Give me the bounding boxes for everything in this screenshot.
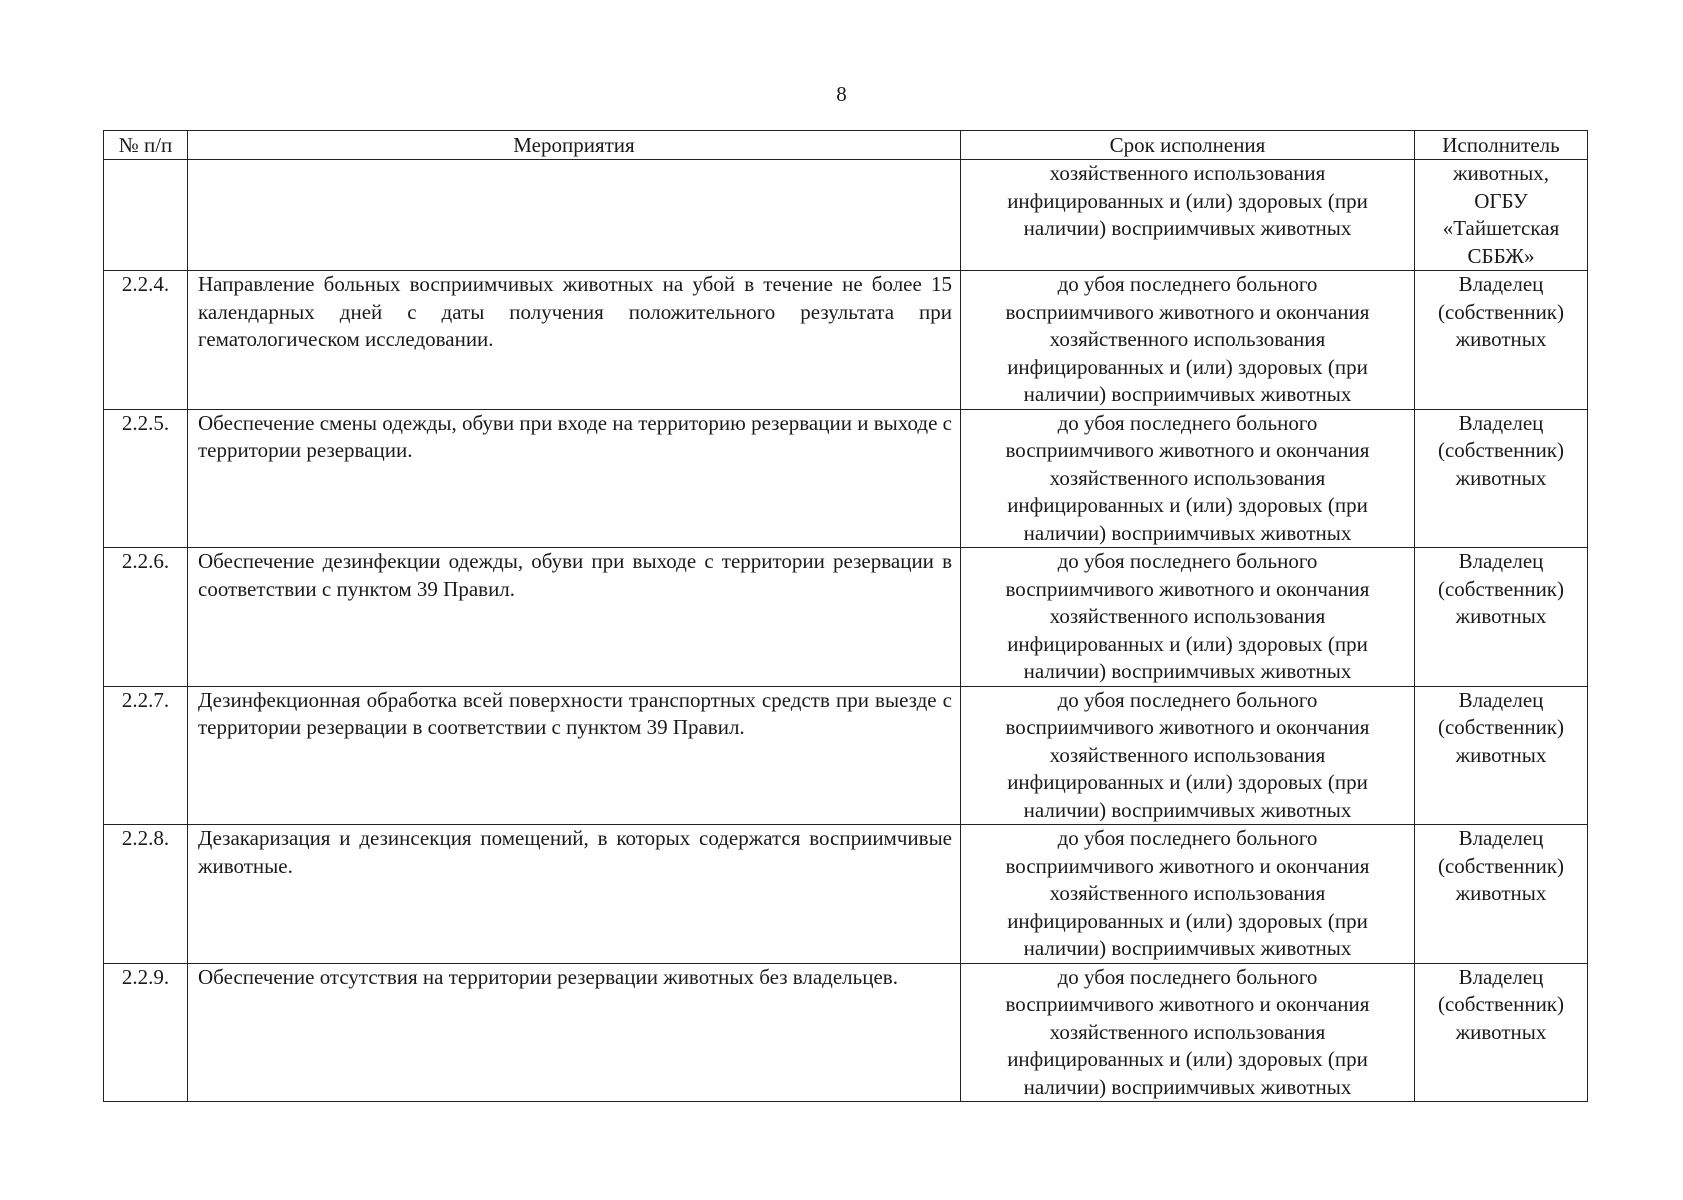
row-executor <box>1415 963 1588 1102</box>
executor-line: (собственник) <box>1437 576 1565 601</box>
table-row <box>104 548 1588 687</box>
term-line: восприимчивого животного и окончания <box>1005 992 1370 1016</box>
executor-line: (собственник) <box>1437 438 1565 462</box>
executor-line: животных, <box>1452 161 1550 185</box>
row-num: 2.2.5. <box>104 409 188 548</box>
row-measure: Обеспечение дезинфекции одежды, обуви при выходе с территории резервации в соответствии с пунктом 39 Правил. <box>188 548 961 687</box>
executor-line: Владелец <box>1458 272 1544 296</box>
executor-line: Владелец <box>1458 826 1544 850</box>
executor-line: Владелец <box>1458 964 1544 989</box>
term-line: хозяйственного использования <box>1049 881 1326 905</box>
executor-line: Владелец <box>1458 687 1544 712</box>
table-row <box>104 686 1588 825</box>
header-term: Срок исполнения <box>961 131 1415 160</box>
term-line: наличии) восприимчивых животных <box>1023 1074 1352 1099</box>
executor-line: Владелец <box>1458 410 1544 435</box>
term-line: инфицированных и (или) здоровых (при <box>1007 354 1368 379</box>
term-line: хозяйственного использования <box>1049 742 1326 767</box>
executor-line: животных <box>1455 881 1547 905</box>
header-executor: Исполнитель <box>1415 131 1588 160</box>
executor-line: животных <box>1455 327 1547 351</box>
row-measure: Дезинфекционная обработка всей поверхности транспортных средств при выезде с территории резервации в соответствии с пунктом 39 Правил. <box>188 686 961 825</box>
page-number: 8 <box>836 82 847 106</box>
row-term <box>961 548 1415 687</box>
executor-line: (собственник) <box>1437 992 1565 1016</box>
term-line: хозяйственного использования <box>1049 161 1326 185</box>
term-line: восприимчивого животного и окончания <box>1005 438 1370 462</box>
term-line: до убоя последнего больного <box>1057 687 1318 712</box>
table-body <box>104 160 1588 1102</box>
term-line: до убоя последнего больного <box>1057 826 1318 850</box>
table-row <box>104 963 1588 1102</box>
term-line: инфицированных и (или) здоровых (при <box>1007 908 1368 933</box>
row-term <box>961 160 1415 271</box>
term-line: до убоя последнего больного <box>1057 410 1318 435</box>
row-executor <box>1415 686 1588 825</box>
term-line: инфицированных и (или) здоровых (при <box>1007 188 1368 213</box>
term-line: хозяйственного использования <box>1049 327 1326 351</box>
term-line: инфицированных и (или) здоровых (при <box>1007 770 1368 794</box>
row-num <box>104 160 188 271</box>
term-line: наличии) восприимчивых животных <box>1023 520 1352 545</box>
row-num: 2.2.9. <box>104 963 188 1102</box>
executor-line: (собственник) <box>1437 853 1565 878</box>
term-line: наличии) восприимчивых животных <box>1023 216 1352 240</box>
row-measure: Направление больных восприимчивых животных на убой в течение не более 15 календарных дней с даты получения положительного результата при гематологическом исследовании. <box>188 271 961 410</box>
row-measure: Обеспечение отсутствия на территории резервации животных без владельцев. <box>188 963 961 1102</box>
row-executor <box>1415 409 1588 548</box>
term-line: восприимчивого животного и окончания <box>1005 299 1370 324</box>
row-num: 2.2.7. <box>104 686 188 825</box>
executor-line: животных <box>1455 604 1547 628</box>
term-line: инфицированных и (или) здоровых (при <box>1007 1047 1368 1071</box>
term-line: до убоя последнего больного <box>1057 272 1318 296</box>
executor-line: животных <box>1455 465 1547 490</box>
executor-line: животных <box>1455 742 1547 767</box>
executor-line: животных <box>1455 1019 1547 1044</box>
executor-line: «Тайшетская <box>1442 216 1560 240</box>
row-num: 2.2.4. <box>104 271 188 410</box>
term-line: хозяйственного использования <box>1049 465 1326 490</box>
term-line: наличии) восприимчивых животных <box>1023 659 1352 683</box>
executor-line: СББЖ» <box>1467 243 1535 268</box>
term-line: наличии) восприимчивых животных <box>1023 797 1352 822</box>
executor-line: (собственник) <box>1437 299 1565 324</box>
row-measure <box>188 160 961 271</box>
term-line: восприимчивого животного и окончания <box>1005 715 1370 739</box>
header-num: № п/п <box>104 131 188 160</box>
table-row <box>104 271 1588 410</box>
table-header-row <box>104 131 1588 160</box>
header-measure: Мероприятия <box>188 131 961 160</box>
row-executor <box>1415 160 1588 271</box>
term-line: наличии) восприимчивых животных <box>1023 936 1352 960</box>
table-row <box>104 409 1588 548</box>
row-term <box>961 825 1415 964</box>
term-line: инфицированных и (или) здоровых (при <box>1007 493 1368 517</box>
executor-line: Владелец <box>1458 549 1544 573</box>
term-line: до убоя последнего больного <box>1057 549 1318 573</box>
term-line: инфицированных и (или) здоровых (при <box>1007 631 1368 656</box>
term-line: восприимчивого животного и окончания <box>1005 576 1370 601</box>
term-line: хозяйственного использования <box>1049 1019 1326 1044</box>
term-line: до убоя последнего больного <box>1057 964 1318 989</box>
table-row-continuation <box>104 160 1588 271</box>
row-term <box>961 409 1415 548</box>
row-num: 2.2.6. <box>104 548 188 687</box>
row-term <box>961 271 1415 410</box>
term-line: наличии) восприимчивых животных <box>1023 382 1352 406</box>
executor-line: (собственник) <box>1437 715 1565 739</box>
row-executor <box>1415 825 1588 964</box>
term-line: хозяйственного использования <box>1049 604 1326 628</box>
row-measure: Обеспечение смены одежды, обуви при входе на территорию резервации и выходе с территории резервации. <box>188 409 961 548</box>
row-term <box>961 686 1415 825</box>
term-line: восприимчивого животного и окончания <box>1005 853 1370 878</box>
row-num: 2.2.8. <box>104 825 188 964</box>
row-executor <box>1415 271 1588 410</box>
measures-table <box>103 130 1588 1102</box>
row-measure: Дезакаризация и дезинсекция помещений, в которых содержатся восприимчивые животные. <box>188 825 961 964</box>
table-row <box>104 825 1588 964</box>
row-executor <box>1415 548 1588 687</box>
executor-line: ОГБУ <box>1474 188 1528 213</box>
row-term <box>961 963 1415 1102</box>
